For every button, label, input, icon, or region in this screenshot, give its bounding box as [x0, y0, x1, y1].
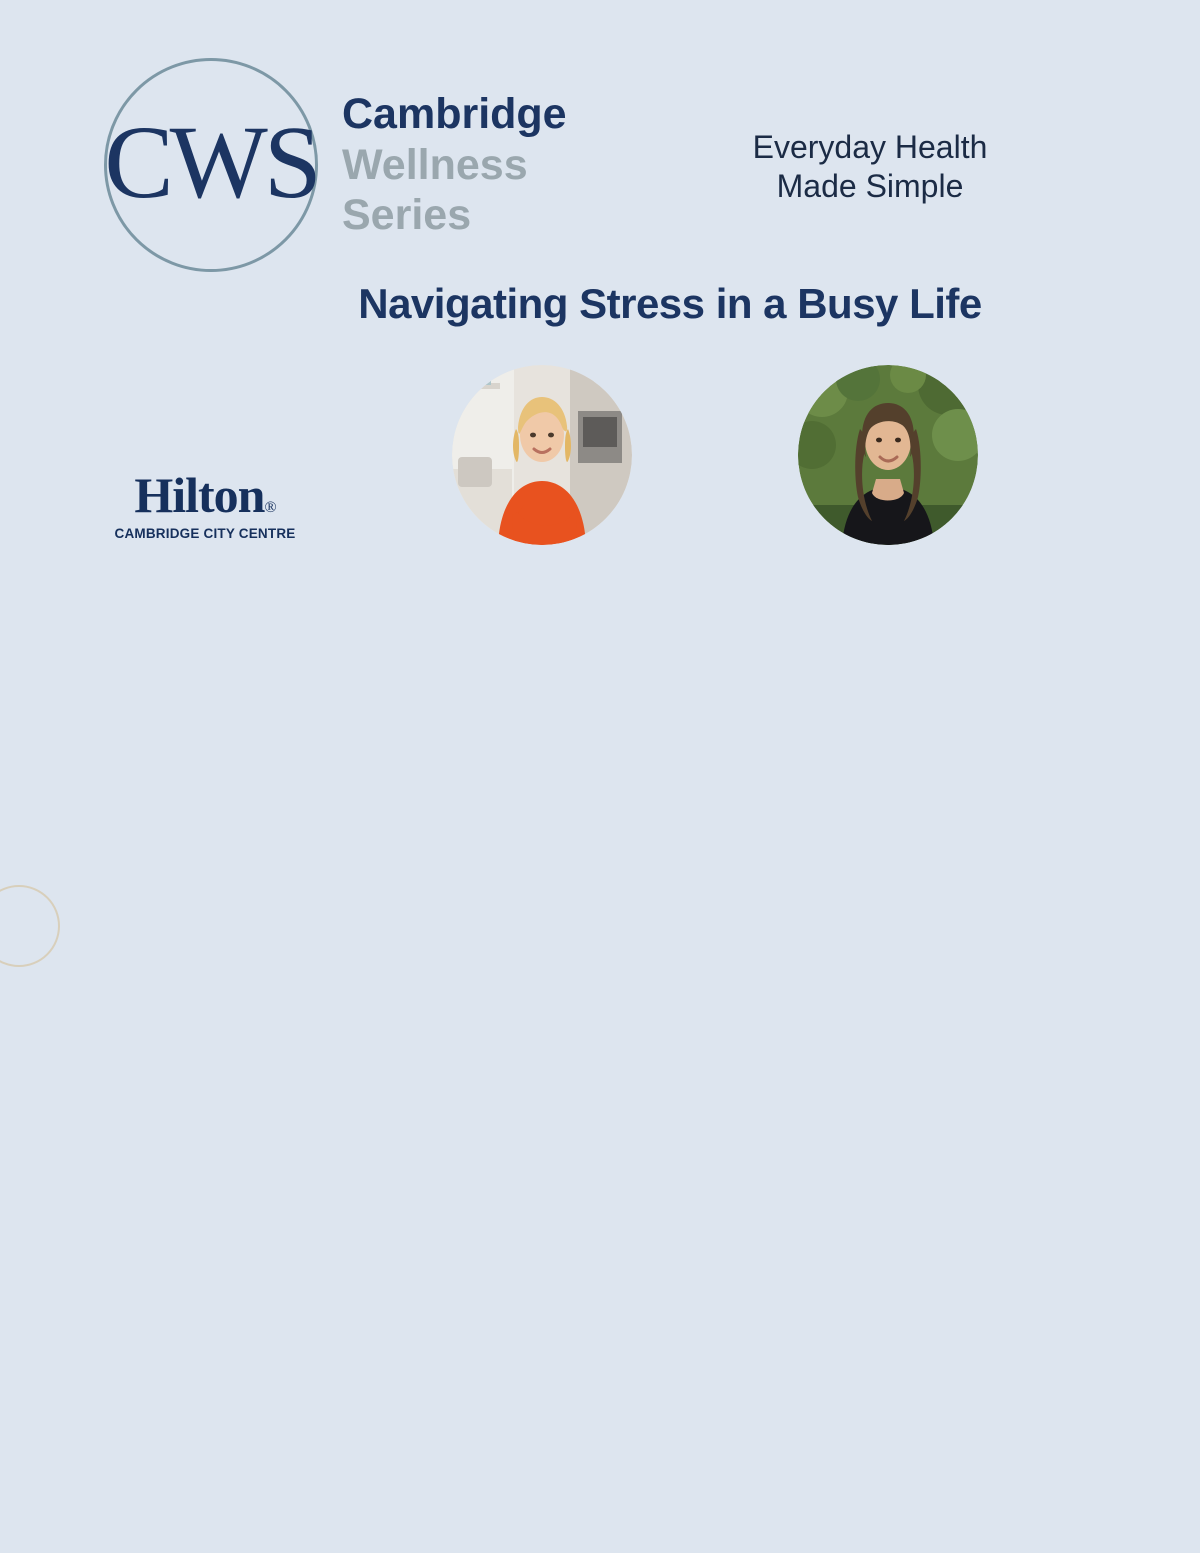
brand-word-wellness: Wellness	[342, 140, 528, 189]
venue-location: CAMBRIDGE CITY CENTRE	[114, 526, 296, 541]
venue-logo-text: Hilton	[134, 467, 265, 523]
decorative-circle	[0, 885, 60, 967]
venue-logo-word	[112, 467, 298, 523]
logo-ring	[104, 58, 318, 272]
speaker-two-portrait	[798, 365, 978, 545]
cws-monogram: CWS	[104, 105, 318, 220]
registered-mark-icon: ®	[264, 499, 276, 516]
event-title: Navigating Stress in a Busy Life	[358, 280, 982, 327]
tagline-line-2: Made Simple	[776, 168, 964, 205]
tagline-line-1: Everyday Health	[752, 129, 988, 165]
tagline	[690, 128, 1050, 206]
brand-logo	[104, 58, 567, 272]
brand-word-cambridge: Cambridge	[342, 89, 567, 138]
brand-word-series: Series	[342, 191, 472, 240]
brand-wordmark	[342, 89, 567, 241]
venue-logo	[112, 467, 298, 541]
speaker-one-portrait	[452, 365, 632, 545]
